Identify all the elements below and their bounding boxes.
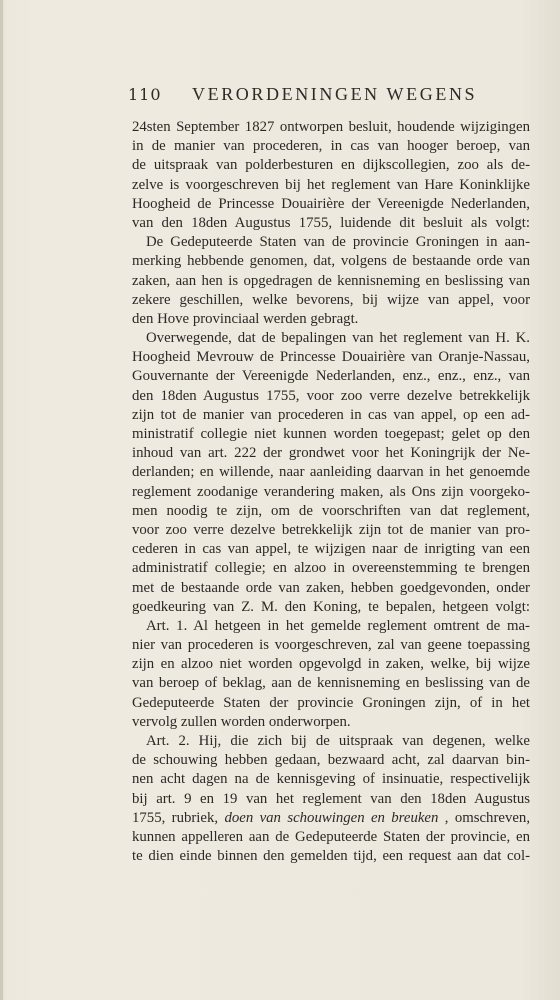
page-header (128, 82, 488, 108)
text-line: zaken, aan hen is opgedragen de kennisneming en beslissing van (132, 272, 530, 289)
text-segment: , omschreven, (444, 809, 531, 826)
text-line: goedkeuring van Z. M. den Koning, te bepalen, hetgeen volgt: (132, 598, 530, 615)
text-line: zijn tot de manier van procederen in cas van appel, op een ad- (132, 406, 530, 423)
running-title: VERORDENINGEN WEGENS (192, 84, 478, 104)
text-line: cederen in cas van appel, te wijzigen naar de inrigting van een (132, 541, 530, 558)
text-line: vervolg zullen worden onderworpen. (132, 713, 351, 730)
text-line: nen acht dagen na de kennisgeving of insinuatie, respectivelijk (132, 771, 530, 788)
text-line: administratif collegie; en alzoo in overeenstemming te brengen (132, 560, 530, 577)
text-line: nier van procederen is voorgeschreven, zal van geene toepassing (132, 637, 530, 654)
text-line: zijn en alzoo niet worden opgevolgd in zaken, welke, bij wijze (132, 656, 530, 673)
text-line: derlanden; en willende, naar aanleiding daarvan in het genoemde (132, 464, 530, 481)
text-line: bij art. 9 en 19 van het reglement van den 18den Augustus (132, 790, 530, 807)
page-number: 110 (128, 85, 162, 104)
text-line: zekere geschillen, welke bevorens, bij wijze van appel, voor (132, 291, 530, 308)
text-line: met de bestaande orde van zaken, hebben goedgevonden, onder (132, 579, 530, 596)
text-line: den 18den Augustus 1755, voor zoo verre dezelve betrekkelijk (132, 387, 530, 404)
text-line: reglement zoodanige verandering maken, als Ons zijn voorgeko- (132, 483, 530, 500)
text-line: de uitspraak van polderbesturen en dijkscollegien, zoo als de- (132, 157, 530, 174)
text-line: 24sten September 1827 ontworpen besluit, houdende wijzigingen (132, 119, 530, 135)
text-line: voor zoo verre dezelve betrekkelijk zijn tot de manier van pro- (132, 521, 530, 538)
text-line: kunnen appelleren aan de Gedeputeerde Staten der provincie, en (132, 828, 530, 845)
text-line: van den 18den Augustus 1755, luidende dit besluit als volgt: (132, 214, 530, 231)
text-line: inhoud van art. 222 der grondwet voor het Koningrijk der Ne- (132, 445, 530, 462)
text-line: men noodig te zijn, om de voorschriften van dat reglement, (132, 502, 530, 519)
text-line: van beroep of beklag, aan de kennisneming en beslissing van de (132, 675, 530, 692)
text-line: den Hove provinciaal werden gebragt. (132, 310, 359, 327)
text-line: ministratif collegie niet kunnen worden toegepast; gelet op den (132, 426, 530, 442)
text-line: Art. 1. Al hetgeen in het gemelde reglement omtrent de ma- (146, 617, 530, 634)
text-line: Art. 2. Hij, die zich bij de uitspraak van degenen, welke (146, 733, 530, 749)
italic-rubric-title: doen van schouwingen en breuken (224, 809, 439, 826)
text-line: Hoogheid de Princesse Douairière der Vereenigde Nederlanden, (132, 195, 530, 212)
text-line: merking hebbende genomen, dat, volgens de bestaande orde van (132, 253, 530, 270)
text-line-mixed (132, 809, 530, 828)
text-line: Overwegende, dat de bepalingen van het reglement van H. K. (146, 330, 530, 347)
text-line: in de manier van procederen, in cas van hooger beroep, van (132, 138, 530, 155)
text-line: de schouwing hebben gedaan, bezwaard acht, zal daarvan bin- (132, 752, 530, 769)
text-line: Hoogheid Mevrouw de Princesse Douairière van Oranje-Nassau, (132, 349, 530, 366)
body-text (132, 118, 530, 866)
text-line: De Gedeputeerde Staten van de provincie Groningen in aan- (146, 234, 530, 251)
text-line: Gedeputeerde Staten der provincie Groningen zijn, of in het (132, 694, 530, 711)
text-line: Gouvernante der Vereenigde Nederlanden, enz., enz., enz., van (132, 368, 530, 385)
text-line: te dien einde binnen den gemelden tijd, een request aan dat col- (132, 848, 530, 865)
text-line: zelve is voorgeschreven bij het reglement van Hare Koninklijke (132, 176, 530, 193)
page-edge-shadow (0, 0, 3, 1000)
text-segment: 1755, rubriek, (132, 809, 219, 826)
